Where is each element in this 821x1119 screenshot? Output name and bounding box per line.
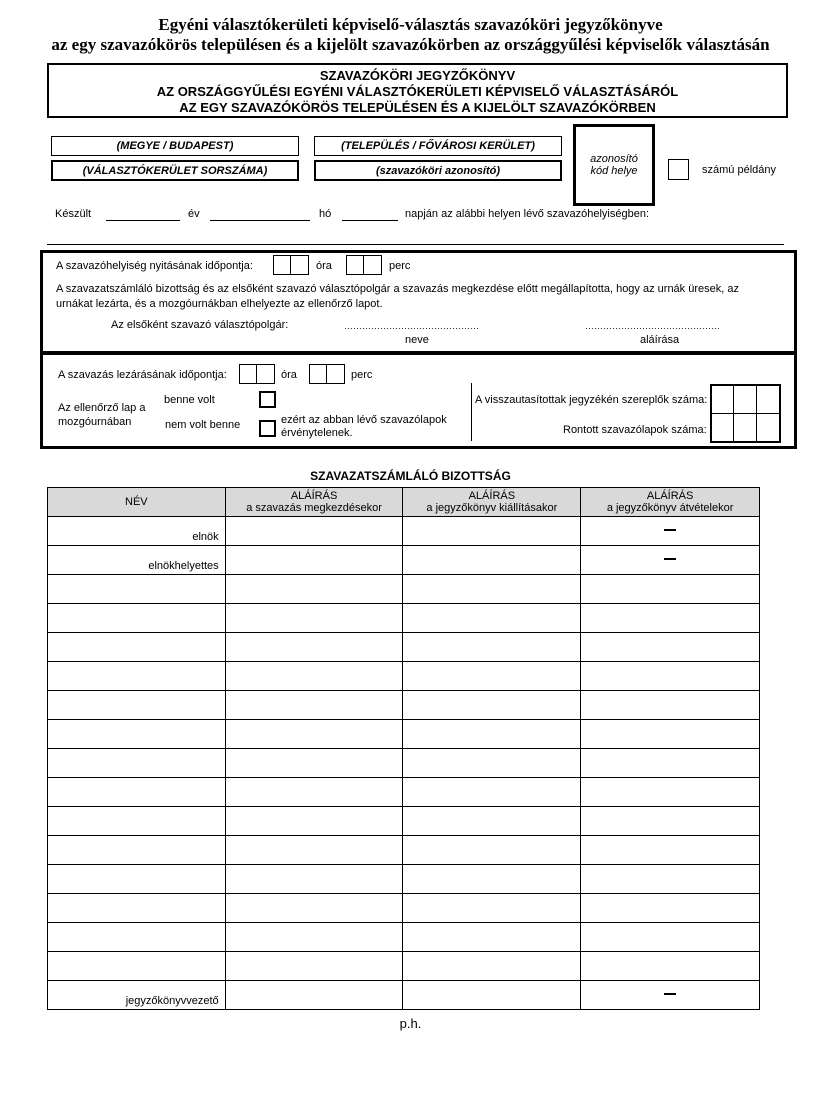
opening-hour-cells[interactable] [273, 255, 309, 275]
title-line1: SZAVAZÓKÖRI JEGYZŐKÖNYV [319, 68, 516, 83]
closing-hour-cells[interactable] [239, 364, 275, 384]
paragraph-line2: urnákat lezárta, és a mozgóurnákban elhelyezte az ellenőrző lapot. [56, 298, 383, 310]
signature-cell[interactable] [581, 952, 760, 981]
digit-cell[interactable] [734, 414, 756, 442]
signature-cell[interactable] [403, 923, 581, 952]
name-cell[interactable] [48, 749, 226, 778]
signature-cell[interactable] [581, 981, 760, 1010]
col-issue-header [403, 488, 581, 517]
role-label: elnökhelyettes [148, 560, 219, 572]
id-code-line1: azonosító [590, 153, 638, 165]
signature-cell[interactable] [403, 546, 581, 575]
name-cell[interactable] [48, 865, 226, 894]
digit-cell[interactable] [327, 364, 345, 384]
opening-paragraph [56, 282, 786, 312]
role-label: elnök [192, 531, 219, 543]
benne-volt-label: benne volt [164, 394, 215, 406]
neve-label: neve [405, 334, 429, 346]
header-line2: az egy szavazókörös településen és a kijelölt szavazókörben az országgyűlési képviselők választásán [51, 35, 770, 54]
copy-label: számú példány [702, 164, 776, 176]
opening-perc: perc [389, 260, 411, 272]
opening-label: A szavazóhelyiség nyitásának időpontja: [56, 260, 253, 272]
committee-title: SZAVAZATSZÁMLÁLÓ BIZOTTSÁG [310, 469, 511, 483]
signature-cell[interactable] [225, 604, 403, 633]
title-box [47, 63, 788, 118]
location-line[interactable] [47, 244, 784, 245]
signature-cell[interactable] [403, 807, 581, 836]
table-header-row [48, 488, 760, 517]
table-row [48, 923, 760, 952]
signature-cell[interactable] [581, 691, 760, 720]
ho-label: hó [319, 208, 332, 220]
col-name-header: NÉV [48, 488, 226, 517]
col4-line1: ALÁÍRÁS [646, 490, 694, 502]
signature-cell[interactable] [581, 923, 760, 952]
settlement-field[interactable]: (TELEPÜLÉS / FŐVÁROSI KERÜLET) [314, 136, 562, 156]
closing-label: A szavazás lezárásának időpontja: [58, 369, 227, 381]
digit-cell[interactable] [291, 255, 309, 275]
ph-footer: p.h. [399, 1016, 422, 1031]
signature-cell[interactable] [225, 575, 403, 604]
digit-cell[interactable] [239, 364, 257, 384]
table-row [48, 546, 760, 575]
name-cell[interactable] [48, 720, 226, 749]
copy-number-box[interactable] [668, 159, 689, 180]
signature-cell[interactable] [581, 894, 760, 923]
dash-mark [664, 558, 676, 560]
table-row [48, 807, 760, 836]
signature-cell[interactable] [581, 720, 760, 749]
dash-mark [664, 529, 676, 531]
signature-cell[interactable] [581, 749, 760, 778]
signature-cell[interactable] [403, 517, 581, 546]
opening-ora: óra [316, 260, 332, 272]
count-grid[interactable] [710, 384, 781, 443]
signature-cell[interactable] [403, 778, 581, 807]
keszult-label: Készült [55, 208, 92, 220]
table-row [48, 981, 760, 1010]
signature-cell[interactable] [225, 836, 403, 865]
signature-cell[interactable] [403, 749, 581, 778]
name-cell[interactable] [48, 778, 226, 807]
name-cell[interactable] [48, 894, 226, 923]
table-row [48, 575, 760, 604]
spoiled-label: Rontott szavazólapok száma: [563, 424, 707, 436]
name-cell[interactable] [48, 952, 226, 981]
month-line[interactable] [210, 220, 310, 221]
control-line2: mozgóurnában [58, 416, 132, 428]
name-cell[interactable] [48, 836, 226, 865]
role-label: jegyzőkönyvvezető [125, 995, 219, 1007]
digit-cell[interactable] [257, 364, 275, 384]
signature-cell[interactable] [225, 923, 403, 952]
signature-cell[interactable] [581, 865, 760, 894]
day-line[interactable] [342, 220, 398, 221]
signature-cell[interactable] [581, 604, 760, 633]
col2-line2: a szavazás megkezdésekor [246, 502, 382, 514]
table-row [48, 720, 760, 749]
closing-divider [471, 383, 472, 441]
digit-cell[interactable] [346, 255, 364, 275]
signature-cell[interactable] [225, 546, 403, 575]
signature-cell[interactable] [581, 517, 760, 546]
signature-cell[interactable] [225, 807, 403, 836]
signature-cell[interactable] [403, 865, 581, 894]
table-row [48, 691, 760, 720]
digit-cell[interactable] [273, 255, 291, 275]
ezert-line1: ezért az abban lévő szavazólapok [281, 414, 447, 426]
alairasa-label: aláírása [640, 334, 680, 346]
signature-cell[interactable] [225, 691, 403, 720]
signature-cell[interactable] [225, 894, 403, 923]
closing-ora: óra [281, 369, 297, 381]
signature-cell[interactable] [403, 575, 581, 604]
signature-cell[interactable] [581, 836, 760, 865]
digit-cell[interactable] [757, 386, 779, 414]
year-line[interactable] [106, 220, 180, 221]
signature-dots[interactable]: ……………………………………… [585, 321, 720, 331]
control-sheet-label [58, 401, 145, 429]
col4-line2: a jegyzőkönyv átvételekor [606, 502, 734, 514]
signature-cell[interactable] [225, 749, 403, 778]
signature-cell[interactable] [581, 662, 760, 691]
signature-cell[interactable] [581, 778, 760, 807]
benne-volt-checkbox[interactable] [259, 391, 276, 408]
title-line2: AZ ORSZÁGGYŰLÉSI EGYÉNI VÁLASZTÓKERÜLETI KÉPVISELŐ VÁLASZTÁSÁRÓL [156, 84, 679, 99]
table-row [48, 778, 760, 807]
signature-cell[interactable] [225, 981, 403, 1010]
table-row [48, 517, 760, 546]
signature-cell[interactable] [581, 546, 760, 575]
signature-cell[interactable] [581, 807, 760, 836]
table-row [48, 894, 760, 923]
committee-table [47, 487, 760, 1010]
col3-line1: ALÁÍRÁS [468, 490, 516, 502]
name-cell[interactable] [48, 923, 226, 952]
station-id-field[interactable]: (szavazóköri azonosító) [314, 160, 562, 181]
header-line1: Egyéni választókerületi képviselő-választás szavazóköri jegyzőkönyve [158, 15, 663, 34]
name-dots[interactable]: ……………………………………… [344, 321, 479, 331]
col3-line2: a jegyzőkönyv kiállításakor [426, 502, 558, 514]
digit-cell[interactable] [712, 386, 734, 414]
name-cell[interactable] [48, 517, 226, 546]
signature-cell[interactable] [225, 865, 403, 894]
signature-cell[interactable] [403, 981, 581, 1010]
signature-cell[interactable] [403, 952, 581, 981]
nem-volt-label: nem volt benne [165, 419, 241, 431]
table-row [48, 836, 760, 865]
col-start-header [225, 488, 403, 517]
id-code-line2: kód helye [590, 165, 638, 177]
table-row [48, 952, 760, 981]
digit-cell[interactable] [364, 255, 382, 275]
control-line1: Az ellenőrző lap a [58, 402, 146, 414]
closing-perc: perc [351, 369, 373, 381]
name-cell[interactable] [48, 604, 226, 633]
napjan-label: napján az alábbi helyen lévő szavazóhelyiségben: [405, 208, 650, 220]
table-row [48, 749, 760, 778]
table-row [48, 865, 760, 894]
first-voter-label: Az elsőként szavazó választópolgár: [111, 319, 289, 331]
table-row [48, 662, 760, 691]
signature-cell[interactable] [581, 575, 760, 604]
signature-cell[interactable] [403, 720, 581, 749]
name-cell[interactable] [48, 807, 226, 836]
signature-cell[interactable] [225, 778, 403, 807]
signature-cell[interactable] [403, 691, 581, 720]
digit-cell[interactable] [734, 386, 756, 414]
opening-minute-cells[interactable] [346, 255, 382, 275]
col-receipt-header [581, 488, 760, 517]
signature-cell[interactable] [581, 633, 760, 662]
title-line3: AZ EGY SZAVAZÓKÖRÖS TELEPÜLÉSEN ÉS A KIJELÖLT SZAVAZÓKÖRBEN [179, 100, 656, 115]
name-cell[interactable] [48, 546, 226, 575]
table-row [48, 633, 760, 662]
signature-cell[interactable] [225, 720, 403, 749]
digit-cell[interactable] [309, 364, 327, 384]
signature-cell[interactable] [403, 633, 581, 662]
signature-cell[interactable] [403, 836, 581, 865]
paragraph-line1: A szavazatszámláló bizottság és az elsőként szavazó választópolgár a szavazás megkezdése előtt megállapította, hogy az urnák üresek, az [56, 283, 739, 295]
col2-line1: ALÁÍRÁS [290, 490, 338, 502]
id-code-box[interactable] [573, 124, 655, 206]
nem-volt-checkbox[interactable] [259, 420, 276, 437]
name-cell[interactable] [48, 981, 226, 1010]
signature-cell[interactable] [225, 517, 403, 546]
name-cell[interactable] [48, 633, 226, 662]
signature-cell[interactable] [403, 894, 581, 923]
signature-cell[interactable] [403, 604, 581, 633]
county-field[interactable]: (MEGYE / BUDAPEST) [51, 136, 299, 156]
name-cell[interactable] [48, 662, 226, 691]
ezert-note [281, 414, 447, 440]
ev-label: év [188, 208, 200, 220]
signature-cell[interactable] [225, 662, 403, 691]
closing-minute-cells[interactable] [309, 364, 345, 384]
ezert-line2: érvénytelenek. [281, 427, 353, 439]
name-cell[interactable] [48, 575, 226, 604]
signature-cell[interactable] [225, 633, 403, 662]
rejected-label: A visszautasítottak jegyzékén szereplők száma: [475, 394, 708, 406]
district-number-field[interactable]: (VÁLASZTÓKERÜLET SORSZÁMA) [51, 160, 299, 181]
table-row [48, 604, 760, 633]
digit-cell[interactable] [757, 414, 779, 442]
name-cell[interactable] [48, 691, 226, 720]
digit-cell[interactable] [712, 414, 734, 442]
signature-cell[interactable] [225, 952, 403, 981]
dash-mark [664, 993, 676, 995]
signature-cell[interactable] [403, 662, 581, 691]
